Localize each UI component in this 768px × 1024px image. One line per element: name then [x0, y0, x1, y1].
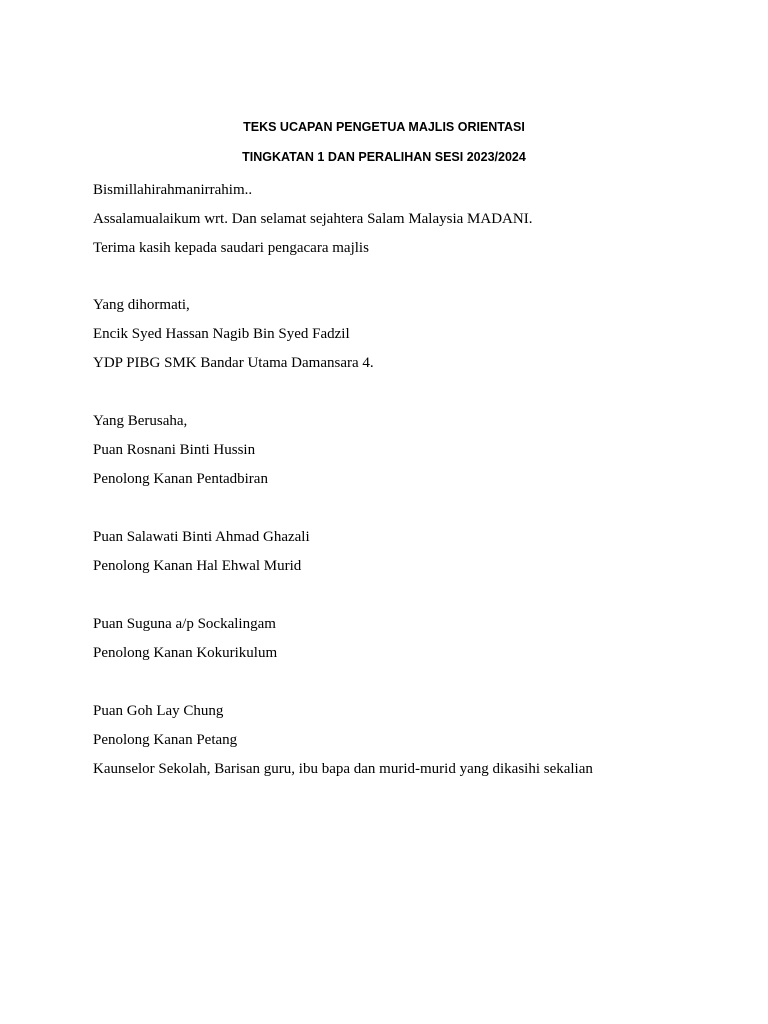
salam-line: Assalamualaikum wrt. Dan selamat sejahtera Salam Malaysia MADANI.	[93, 211, 533, 227]
guest-title: Penolong Kanan Petang	[93, 732, 238, 748]
guest-name: Puan Goh Lay Chung	[93, 703, 224, 719]
respected-heading: Yang dihormati,	[93, 297, 190, 313]
guest-title: Penolong Kanan Kokurikulum	[93, 645, 278, 661]
guest-name: Encik Syed Hassan Nagib Bin Syed Fadzil	[93, 326, 350, 342]
guest-name: Puan Rosnani Binti Hussin	[93, 442, 256, 458]
guest-name: Puan Suguna a/p Sockalingam	[93, 616, 276, 632]
guest-title: Penolong Kanan Hal Ehwal Murid	[93, 558, 302, 574]
document-subtitle: TINGKATAN 1 DAN PERALIHAN SESI 2023/2024	[242, 150, 526, 164]
guest-title: YDP PIBG SMK Bandar Utama Damansara 4.	[93, 355, 374, 371]
diligent-heading: Yang Berusaha,	[93, 413, 188, 429]
guest-name: Puan Salawati Binti Ahmad Ghazali	[93, 529, 310, 545]
greeting-line: Bismillahirahmanirrahim..	[93, 182, 253, 198]
document-title: TEKS UCAPAN PENGETUA MAJLIS ORIENTASI	[243, 120, 525, 134]
guest-title: Penolong Kanan Pentadbiran	[93, 471, 268, 487]
audience-line: Kaunselor Sekolah, Barisan guru, ibu bapa dan murid-murid yang dikasihi sekalian	[93, 761, 593, 777]
thanks-line: Terima kasih kepada saudari pengacara majlis	[93, 240, 369, 256]
